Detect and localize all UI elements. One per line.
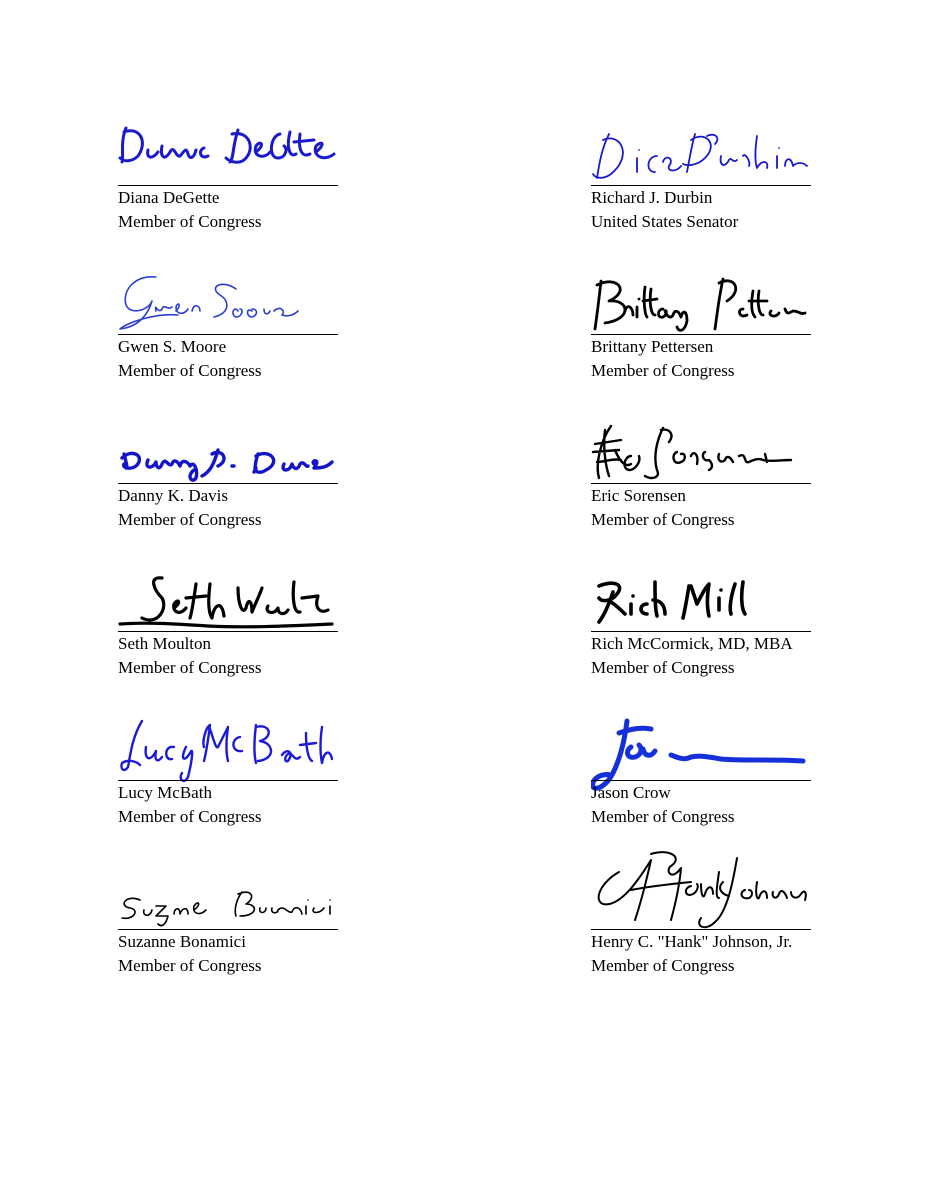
signature-line: [591, 185, 811, 186]
signer-title: Member of Congress: [118, 510, 262, 529]
signer-name: Henry C. "Hank" Johnson, Jr.: [591, 932, 793, 951]
signer-name: Rich McCormick, MD, MBA: [591, 634, 793, 653]
signer-name: Richard J. Durbin: [591, 188, 713, 207]
signature-block-pettersen: [591, 271, 811, 431]
signature-block-degette: [118, 122, 338, 282]
signer-name: Brittany Pettersen: [591, 337, 714, 356]
signature-block-sorensen: [591, 420, 811, 580]
signature-block-mcbath: [118, 717, 338, 877]
signature-block-moulton: [118, 568, 338, 728]
signer-name: Seth Moulton: [118, 634, 212, 653]
signature-line: [591, 334, 811, 335]
signature-line: [118, 483, 338, 484]
signer-name: Diana DeGette: [118, 188, 220, 207]
signature-line: [591, 483, 811, 484]
signature-line: [118, 185, 338, 186]
signer-title: Member of Congress: [118, 212, 262, 231]
signer-name: Suzanne Bonamici: [118, 932, 246, 951]
signer-title: United States Senator: [591, 212, 739, 231]
signer-name: Gwen S. Moore: [118, 337, 227, 356]
signer-name: Danny K. Davis: [118, 486, 229, 505]
signer-title: Member of Congress: [591, 510, 735, 529]
signer-title: Member of Congress: [591, 658, 735, 677]
signer-name: Eric Sorensen: [591, 486, 686, 505]
signer-title: Member of Congress: [118, 658, 262, 677]
signature-block-davis: [118, 420, 338, 580]
signature-block-mccormick: [591, 568, 811, 728]
signature-block-bonamici: [118, 866, 338, 1026]
signer-title: Member of Congress: [118, 361, 262, 380]
signature-line: [118, 631, 338, 632]
signature-block-johnson: [591, 842, 811, 1002]
signature-block-moore: [118, 271, 338, 431]
signature-block-durbin: [591, 122, 811, 282]
signer-title: Member of Congress: [591, 956, 735, 975]
signature-line: [118, 334, 338, 335]
signer-title: Member of Congress: [118, 956, 262, 975]
signer-name: Lucy McBath: [118, 783, 212, 802]
signer-name: Jason Crow: [591, 783, 671, 802]
signature-line: [591, 780, 811, 781]
signer-title: Member of Congress: [591, 361, 735, 380]
signature-johnson: [591, 842, 811, 946]
signer-title: Member of Congress: [118, 807, 262, 826]
signature-line: [591, 631, 811, 632]
signer-title: Member of Congress: [591, 807, 735, 826]
signature-line: [591, 929, 811, 930]
signature-line: [118, 929, 338, 930]
signature-line: [118, 780, 338, 781]
